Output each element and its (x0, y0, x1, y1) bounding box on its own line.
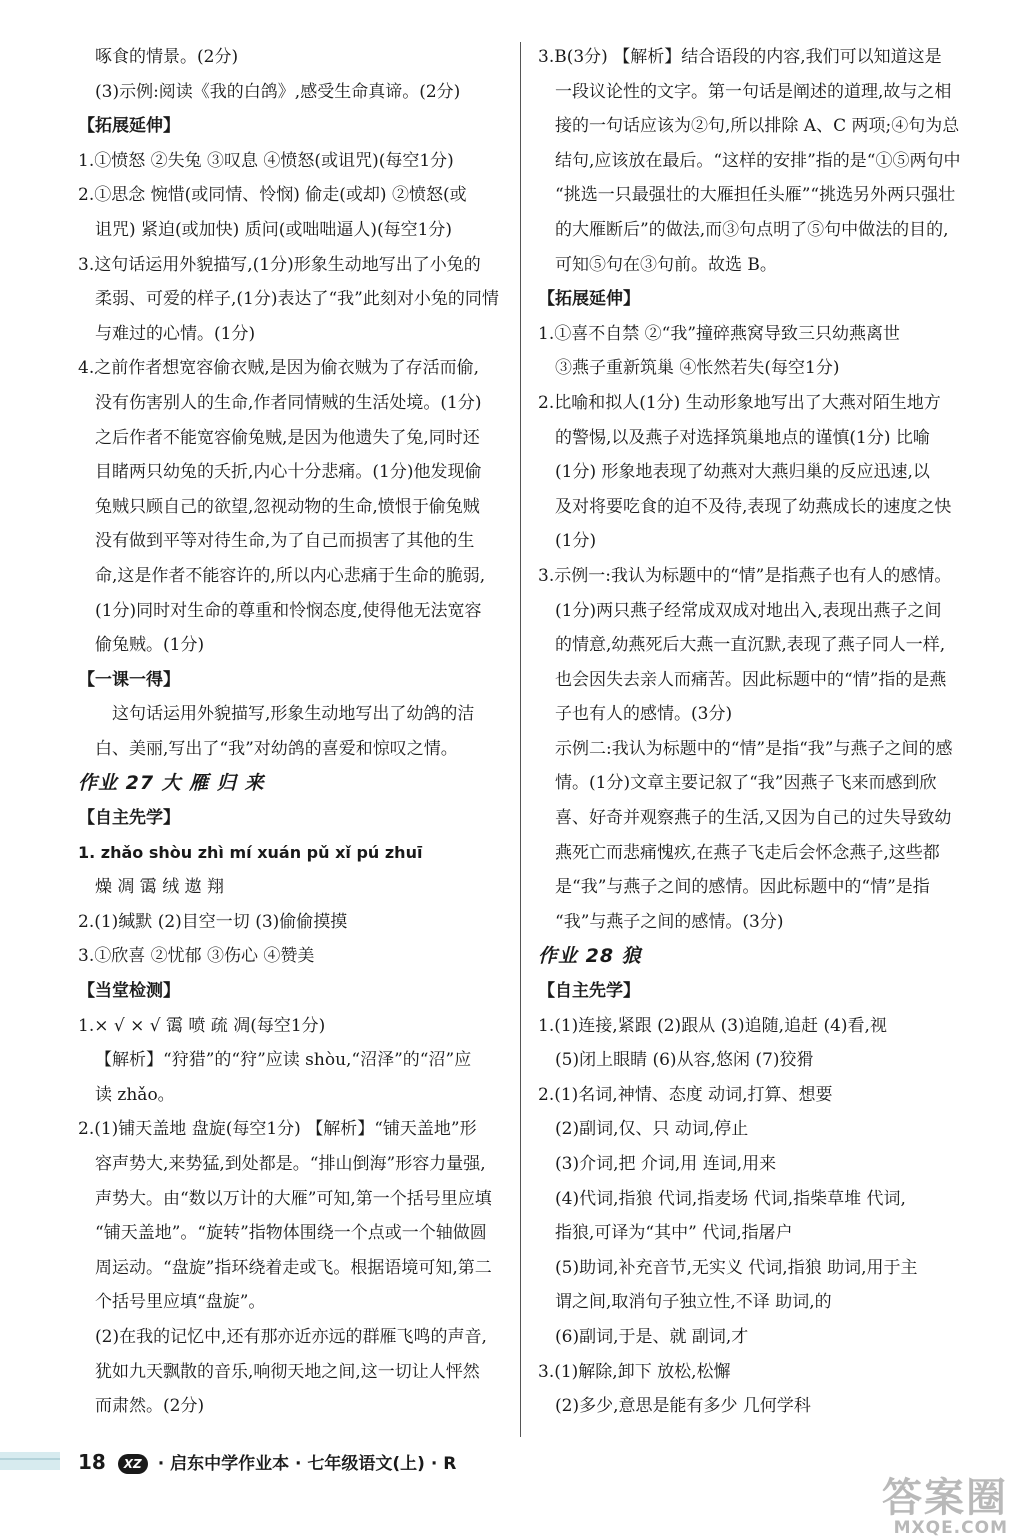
text-line: 命,这是作者不能容许的,所以内心悲痛于生命的脆弱, (95, 565, 486, 586)
section-heading: 【一课一得】 (78, 669, 180, 690)
text-line: 4.之前作者想宽容偷衣贼,是因为偷衣贼为了存活而偷, (78, 358, 480, 379)
assignment-title: 作业 27 大 雁 归 来 (78, 772, 265, 795)
text-line: 接的一句话应该为②句,所以排除 A、C 两项;④句为总 (555, 116, 960, 137)
text-line: 可知⑤句在③句前。故选 B。 (555, 254, 777, 275)
text-line: 3.①欣喜 ②忧郁 ③伤心 ④赞美 (78, 946, 315, 967)
text-line: 而肃然。(2分) (95, 1396, 205, 1417)
text-line: 3.示例一:我认为标题中的“情”是指燕子也有人的感情。 (538, 565, 952, 586)
text-line: (6)副词,于是、就 副词,才 (555, 1326, 749, 1347)
text-line: 没有伤害别人的生命,作者同情贼的生活处境。(1分) (95, 392, 482, 413)
text-line: 啄食的情景。(2分) (95, 47, 239, 67)
page-number: 18 (78, 1450, 106, 1474)
text-line: 个括号里应填“盘旋”。 (95, 1292, 266, 1313)
text-line: (1分)两只燕子经常成双成对地出入,表现出燕子之间 (555, 600, 942, 621)
text-line: 犹如九天飘散的音乐,响彻天地之间,这一切让人怦然 (95, 1361, 480, 1382)
column-divider (520, 42, 521, 1437)
text-line: (1分) 形象地表现了幼燕对大燕归巢的反应迅速,以 (555, 462, 930, 483)
text-line: 偷兔贼。(1分) (95, 635, 205, 656)
text-line: 喜、好奇并观察燕子的生活,又因为自己的过失导致幼 (555, 808, 952, 829)
section-heading: 【当堂检测】 (78, 981, 180, 1002)
text-line: 2.(1)名词,神情、态度 动词,打算、想要 (538, 1084, 833, 1105)
section-heading: 【拓展延伸】 (78, 116, 180, 137)
text-line: 谓之间,取消句子独立性,不译 助词,的 (555, 1292, 832, 1313)
text-line: 1. zhǎo shòu zhì mí xuán pǔ xǐ pú zhuī (78, 842, 423, 862)
text-line: 2.(1)缄默 (2)目空一切 (3)偷偷摸摸 (78, 911, 348, 932)
text-line: (1分)同时对生命的尊重和怜悯态度,使得他无法宽容 (95, 600, 482, 621)
text-line: 的情意,幼燕死后大燕一直沉默,表现了燕子同人一样, (555, 635, 946, 656)
text-line: 2.(1)铺天盖地 盘旋(每空1分) 【解析】“铺天盖地”形 (78, 1119, 477, 1140)
left-column (78, 40, 510, 1424)
text-line: 及对将要吃食的迫不及待,表现了幼燕成长的速度之快 (555, 496, 952, 517)
text-line: (2)副词,仅、只 动词,停止 (555, 1119, 749, 1140)
right-column (538, 40, 978, 1424)
text-line: 3.(1)解除,卸下 放松,松懈 (538, 1361, 731, 1382)
text-line: 3.B(3分) 【解析】结合语段的内容,我们可以知道这是 (538, 47, 942, 67)
text-line: (3)介词,把 介词,用 连词,用来 (555, 1154, 777, 1174)
text-line: 是“我”与燕子之间的感情。因此标题中的“情”是指 (555, 877, 930, 898)
text-line: 诅咒) 紧迫(或加快) 质问(或咄咄逼人)(每空1分) (95, 219, 453, 240)
watermark-logo: 答案圈 (882, 1475, 1008, 1521)
text-line: 目睹两只幼兔的夭折,内心十分悲痛。(1分)他发现偷 (95, 462, 482, 483)
text-line: 1.①愤怒 ②失兔 ③叹息 ④愤怒(或诅咒)(每空1分) (78, 150, 454, 171)
text-line: 容声势大,来势猛,到处都是。“排山倒海”形容力量强, (95, 1154, 486, 1174)
text-line: 与难过的心情。(1分) (95, 323, 256, 344)
text-line: 情。(1分)文章主要记叙了“我”因燕子飞来而感到欣 (555, 773, 937, 794)
text-line: 子也有人的感情。(3分) (555, 704, 733, 725)
text-line: 声势大。由“数以万计的大雁”可知,第一个括号里应填 (95, 1188, 492, 1209)
text-line: 1.①喜不自禁 ②“我”撞碎燕窝导致三只幼燕离世 (538, 323, 901, 344)
text-line: 周运动。“盘旋”指环绕着走或飞。根据语境可知,第二 (95, 1257, 492, 1278)
text-line: (1分) (555, 531, 597, 552)
text-line: 结句,应该放在最后。“这样的安排”指的是“①⑤两句中 (555, 150, 961, 171)
text-line: 兔贼只顾自己的欲望,忽视动物的生命,愤恨于偷兔贼 (95, 496, 480, 517)
text-line: 3.这句话运用外貌描写,(1分)形象生动地写出了小兔的 (78, 254, 481, 275)
text-line: 柔弱、可爱的样子,(1分)表达了“我”此刻对小兔的同情 (95, 289, 499, 310)
text-line: “我”与燕子之间的感情。(3分) (555, 911, 784, 932)
watermark (882, 1475, 1008, 1538)
page-footer (78, 1447, 456, 1477)
section-heading: 【自主先学】 (78, 808, 180, 829)
text-line: 一段议论性的文字。第一句话是阐述的道理,故与之相 (555, 81, 952, 102)
margin-decoration-line (0, 1458, 60, 1460)
text-line: (2)在我的记忆中,还有那亦近亦远的群雁飞鸣的声音, (95, 1326, 487, 1347)
text-line: “铺天盖地”。“旋转”指物体围绕一个点或一个轴做圆 (95, 1223, 487, 1244)
text-line: 之后作者不能宽容偷兔贼,是因为他遗失了兔,同时还 (95, 427, 480, 448)
text-line: 2.①思念 惋惜(或同情、怜悯) 偷走(或却) ②愤怒(或 (78, 185, 467, 206)
text-line: (3)示例:阅读《我的白鸽》,感受生命真谛。(2分) (95, 81, 461, 102)
text-line: 燥 凋 霭 绒 遨 翔 (95, 877, 225, 898)
text-line: 2.比喻和拟人(1分) 生动形象地写出了大燕对陌生地方 (538, 392, 941, 413)
margin-decoration (0, 1452, 60, 1470)
book-title: · 启东中学作业本 · 七年级语文(上) · R (157, 1454, 457, 1474)
text-line: 读 zhǎo。 (95, 1084, 175, 1105)
text-line: 【解析】“狩猎”的“狩”应读 shòu,“沼泽”的“沼”应 (95, 1050, 472, 1071)
text-line: 的大雁断后”的做法,而③句点明了⑤句中做法的目的, (555, 219, 949, 240)
text-line: (2)多少,意思是能有多少 几何学科 (555, 1396, 811, 1417)
text-line: 的警惕,以及燕子对选择筑巢地点的谨慎(1分) 比喻 (555, 427, 930, 448)
section-heading: 【拓展延伸】 (538, 289, 640, 310)
text-line: 示例二:我认为标题中的“情”是指“我”与燕子之间的感 (555, 738, 953, 759)
text-line: 1.(1)连接,紧跟 (2)跟从 (3)追随,追赶 (4)看,视 (538, 1015, 887, 1036)
text-line: 燕死亡而悲痛愧疚,在燕子飞走后会怀念燕子,这些都 (555, 842, 940, 863)
publisher-logo-icon: XZ (118, 1454, 148, 1474)
text-line: (5)闭上眼睛 (6)从容,悠闲 (7)狡猾 (555, 1050, 814, 1071)
watermark-url: MXQE.COM (893, 1518, 1008, 1538)
text-line: ③燕子重新筑巢 ④怅然若失(每空1分) (555, 358, 840, 379)
text-line: (5)助词,补充音节,无实义 代词,指狼 助词,用于主 (555, 1257, 918, 1278)
text-line: 指狼,可译为“其中” 代词,指屠户 (555, 1223, 793, 1244)
text-line: 这句话运用外貌描写,形象生动地写出了幼鸽的洁 (112, 704, 475, 725)
text-line: 白、美丽,写出了“我”对幼鸽的喜爱和惊叹之情。 (95, 738, 458, 759)
text-line: “挑选一只最强壮的大雁担任头雁”“挑选另外两只强壮 (555, 185, 956, 206)
text-line: 也会因失去亲人而痛苦。因此标题中的“情”指的是燕 (555, 669, 947, 690)
text-line: 没有做到平等对待生命,为了自己而损害了其他的生 (95, 531, 475, 552)
section-heading: 【自主先学】 (538, 981, 640, 1002)
text-line: 1.× √ × √ 霭 喷 疏 凋(每空1分) (78, 1015, 326, 1036)
text-line: (4)代词,指狼 代词,指麦场 代词,指柴草堆 代词, (555, 1188, 906, 1209)
assignment-title: 作业 28 狼 (538, 945, 642, 968)
